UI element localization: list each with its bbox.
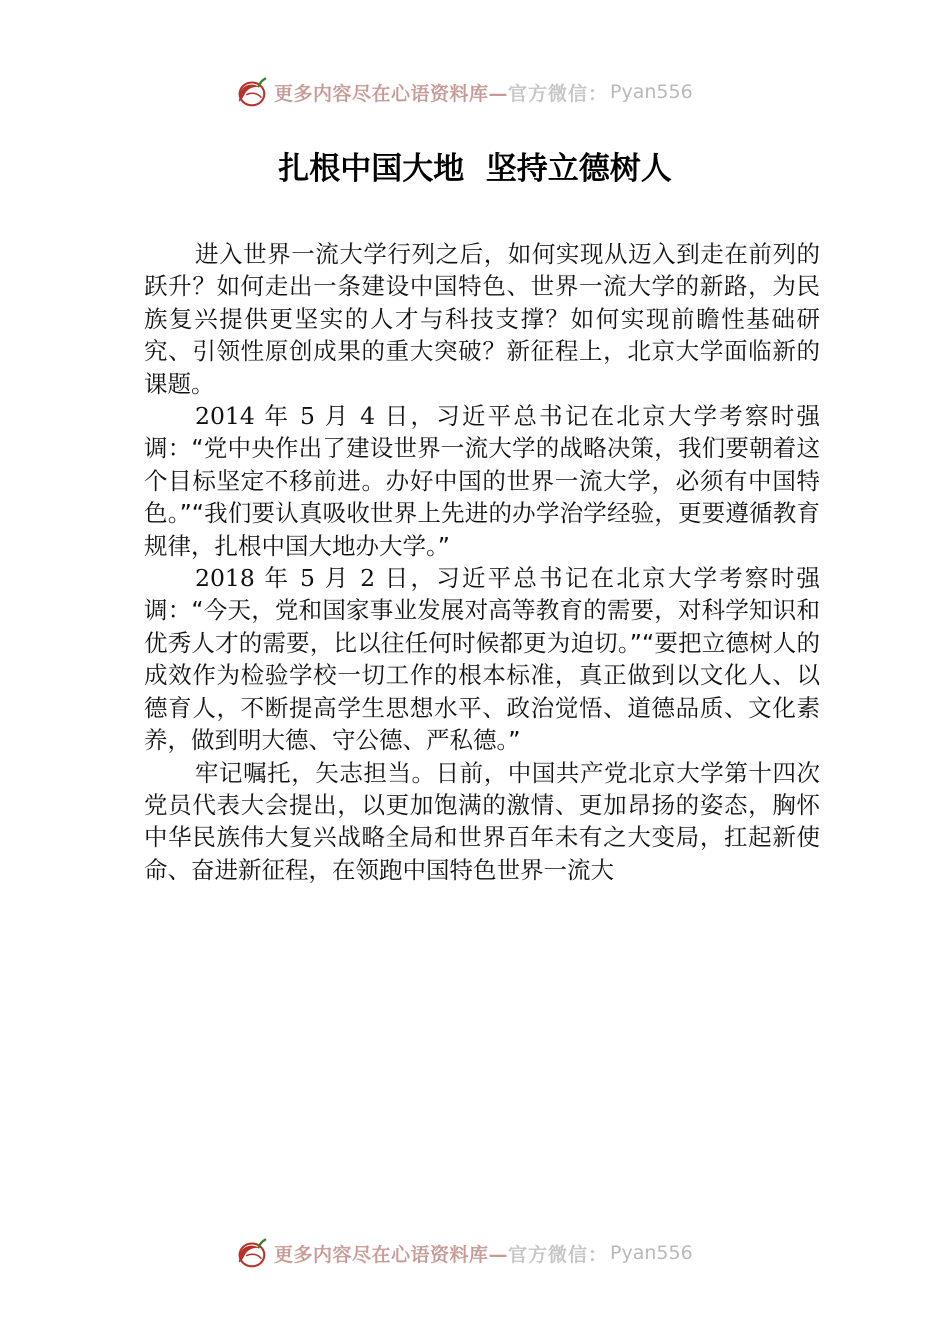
- paragraph-1: 进入世界一流大学行列之后，如何实现从迈入到走在前列的跃升？如何走出一条建设中国特色、世界一流大学的新路，为民族复兴提供更坚实的人才与科技支撑？如何实现前瞻性基础研究、引领性原创成果的重大突破？新征程上，北京大学面临新的课题。: [144, 240, 820, 398]
- paragraph-3-text: 日，习近平总书记在北京大学考察时强调：“今天，党和国家事业发展对高等教育的需要，对科学知识和优秀人才的需要，比以往任何时候都更为迫切。”“要把立德树人的成效作为检验学校一切工作的根本标准，真正做到以文化人、以德育人，不断提高学生思想水平、政治觉悟、道德品质、文化素养，做到明大德、守公德、严私德。”: [144, 564, 820, 755]
- header-banner-text: 更多内容尽在心语资料库—: [274, 82, 509, 105]
- chili-pepper-logo-icon: [232, 73, 270, 111]
- footer-wechat-label: 官方微信：: [508, 1243, 609, 1266]
- header-wechat-id: Pyan556: [610, 81, 693, 103]
- date-day: 2: [360, 564, 376, 593]
- date-day: 4: [360, 402, 376, 431]
- paragraph-2-text: 日，习近平总书记在北京大学考察时强调：“党中央作出了建设世界一流大学的战略决策，我们要朝着这个目标坚定不移前进。办好中国的世界一流大学，必须有中国特色。”“我们要认真吸收世界上先进的办学治学经验，更要遵循教育规律，扎根中国大地办大学。”: [144, 402, 820, 560]
- paragraph-2: [144, 400, 820, 562]
- footer-banner-text: 更多内容尽在心语资料库—: [274, 1243, 509, 1266]
- article-body: [144, 238, 820, 886]
- date-month: 5: [299, 564, 315, 593]
- header-banner: [232, 72, 693, 112]
- date-month-unit: 月: [314, 402, 361, 431]
- date-year-unit: 年: [254, 564, 300, 593]
- date-month: 5: [299, 402, 315, 431]
- page-title: 扎根中国大地 坚持立德树人: [278, 151, 672, 187]
- date-year: 2014: [195, 402, 255, 431]
- date-year-unit: 年: [254, 402, 300, 431]
- date-year: 2018: [195, 564, 255, 593]
- footer-wechat-id: Pyan556: [610, 1242, 693, 1264]
- paragraph-4: 牢记嘱托，矢志担当。日前，中国共产党北京大学第十四次党员代表大会提出，以更加饱满的激情、更加昂扬的姿态，胸怀中华民族伟大复兴战略全局和世界百年未有之大变局，扛起新使命、奋进新征程，在领跑中国特色世界一流大: [144, 758, 820, 884]
- date-month-unit: 月: [314, 564, 361, 593]
- footer-banner: [232, 1233, 693, 1273]
- paragraph-3: [144, 562, 820, 756]
- header-wechat-label: 官方微信：: [508, 82, 609, 105]
- chili-pepper-logo-icon: [232, 1234, 270, 1272]
